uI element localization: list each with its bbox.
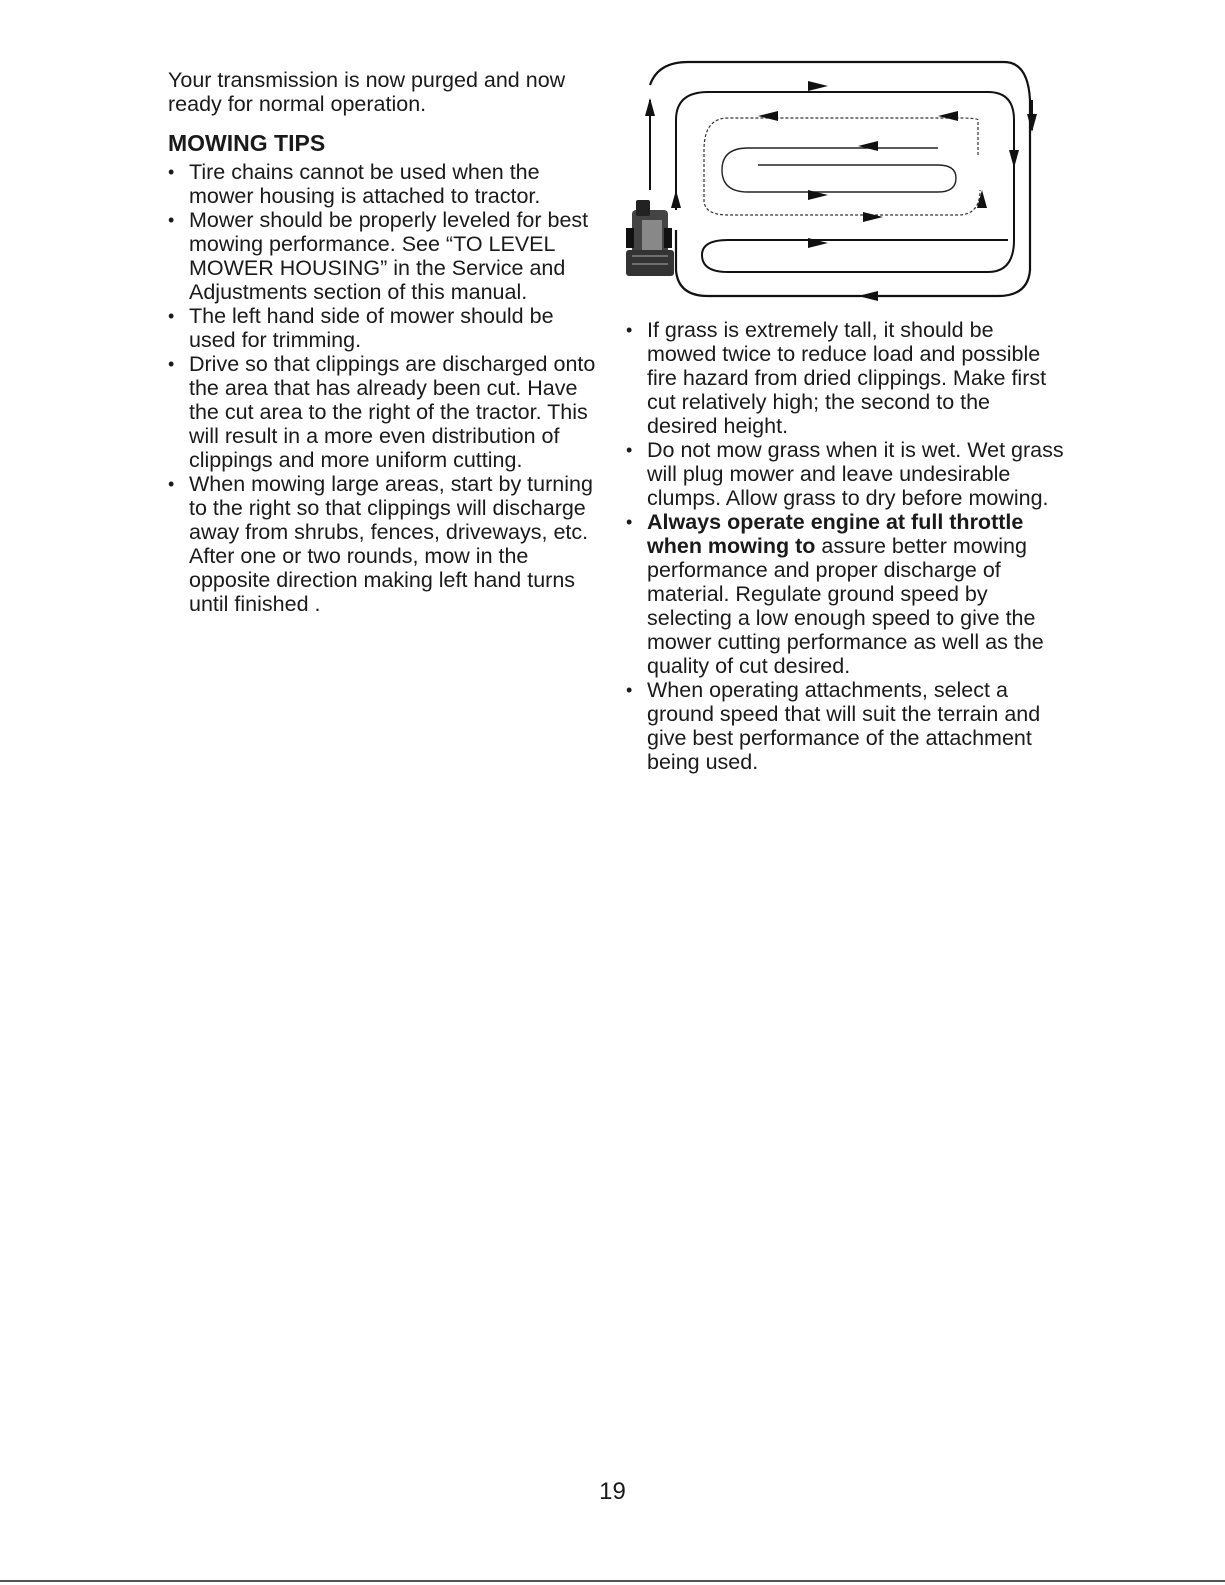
left-column bbox=[168, 68, 598, 616]
mowing-path-third bbox=[704, 118, 980, 215]
intro-paragraph: Your transmission is now purged and now ready for normal operation. bbox=[168, 68, 566, 116]
right-column bbox=[626, 318, 1066, 774]
arrow-down-icon bbox=[1027, 114, 1037, 132]
list-item bbox=[626, 510, 1066, 678]
section-heading: MOWING TIPS bbox=[168, 130, 326, 156]
right-tips-list bbox=[626, 318, 1066, 774]
list-item: • When operating attachments, select a ground speed that will suit the terrain and give best performance of the attachment being used. bbox=[626, 678, 1066, 774]
arrow-left-icon bbox=[938, 111, 958, 121]
list-item: • Do not mow grass when it is wet. Wet grass will plug mower and leave undesirable clumps. Allow grass to dry before mowing. bbox=[626, 438, 1066, 510]
bottom-divider bbox=[0, 1580, 1225, 1582]
tractor-icon bbox=[626, 200, 674, 276]
arrow-left-icon bbox=[858, 291, 878, 301]
list-item: • When mowing large areas, start by turning to the right so that clippings will discharge away from shrubs, fences, driveways, etc. After one or two rounds, mow in the opposite direction making left hand turns until finished . bbox=[168, 472, 598, 616]
mowing-pattern-diagram bbox=[618, 60, 1048, 305]
arrow-up-icon bbox=[671, 190, 681, 208]
list-item: • If grass is extremely tall, it should be mowed twice to reduce load and possible fire hazard from dried clippings. Make first cut relatively high; the second to the desired height. bbox=[626, 318, 1066, 438]
arrow-right-icon bbox=[808, 81, 828, 91]
arrow-up-icon bbox=[645, 98, 655, 116]
mowing-path-second bbox=[676, 92, 1014, 272]
arrow-left-icon bbox=[858, 141, 878, 151]
page-number: 19 bbox=[599, 1478, 626, 1505]
mowing-path-outer bbox=[650, 62, 1030, 296]
instruction-rest: assure better mowing performance and proper discharge of material. Regulate ground speed by selecting a low enough speed to give the mower cutting performance as well as the quality of cut desired. bbox=[647, 534, 1044, 678]
arrow-up-icon bbox=[977, 190, 987, 208]
mowing-path-inner bbox=[722, 148, 956, 192]
arrow-down-icon bbox=[1009, 150, 1019, 168]
list-item: • Mower should be properly leveled for best mowing performance. See “TO LEVEL MOWER HOUSING” in the Service and Adjustments section of this manual. bbox=[168, 208, 598, 304]
arrow-left-icon bbox=[758, 111, 778, 121]
arrow-right-icon bbox=[863, 212, 883, 222]
list-item: • Tire chains cannot be used when the mower housing is attached to tractor. bbox=[168, 160, 598, 208]
bold-instruction: Always operate engine at full throttle when mowing to bbox=[647, 510, 1024, 558]
list-item: • The left hand side of mower should be used for trimming. bbox=[168, 304, 598, 352]
list-item: • Drive so that clippings are discharged onto the area that has already been cut. Have the cut area to the right of the tractor. This will result in a more even distribution of clippings and more uniform cutting. bbox=[168, 352, 598, 472]
left-tips-list bbox=[168, 160, 598, 616]
